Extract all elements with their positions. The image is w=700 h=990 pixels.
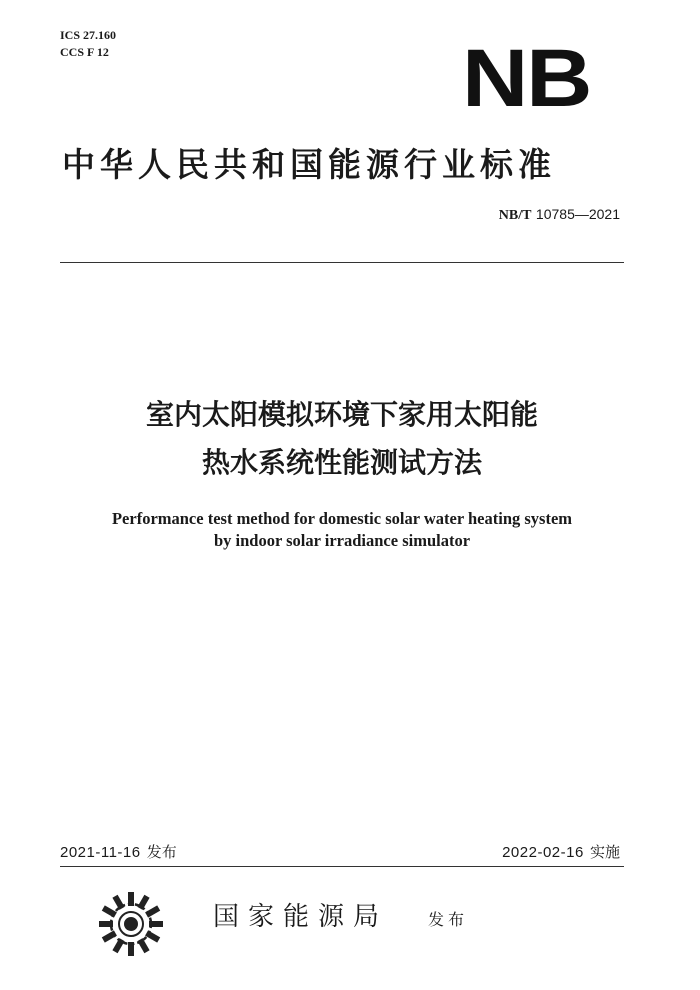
title-cn-line2: 热水系统性能测试方法 [201,446,482,479]
footer-divider [60,866,624,867]
publisher-verb: 发布 [428,910,469,929]
title-en-line2: by indoor solar irradiance simulator [213,531,471,550]
publisher-name: 国家能源局 [213,902,389,932]
national-energy-administration-emblem-icon [95,888,167,960]
ccs-code: CCS F 12 [60,45,109,59]
standard-number [499,205,620,225]
title-cn-line1: 室内太阳模拟环境下家用太阳能 [145,398,538,431]
ics-code: ICS 27.160 [60,28,117,42]
header-divider [60,262,624,263]
implementation-date-label: 实施 [589,843,620,861]
implementation-date [502,842,620,863]
issue-date-label: 发布 [146,843,177,861]
organization-title: 中华人民共和国能源行业标准 [62,145,556,184]
standard-prefix: NB/T [498,208,532,223]
title-en-line1: Performance test method for domestic solar water heating system [111,509,573,528]
standard-code: 10785—2021 [535,206,620,222]
issue-date [60,842,177,863]
implementation-date-value: 2022-02-16 [502,844,584,861]
issue-date-value: 2021-11-16 [60,844,141,861]
nb-logo: NB [462,33,591,124]
classification-codes [60,27,116,61]
